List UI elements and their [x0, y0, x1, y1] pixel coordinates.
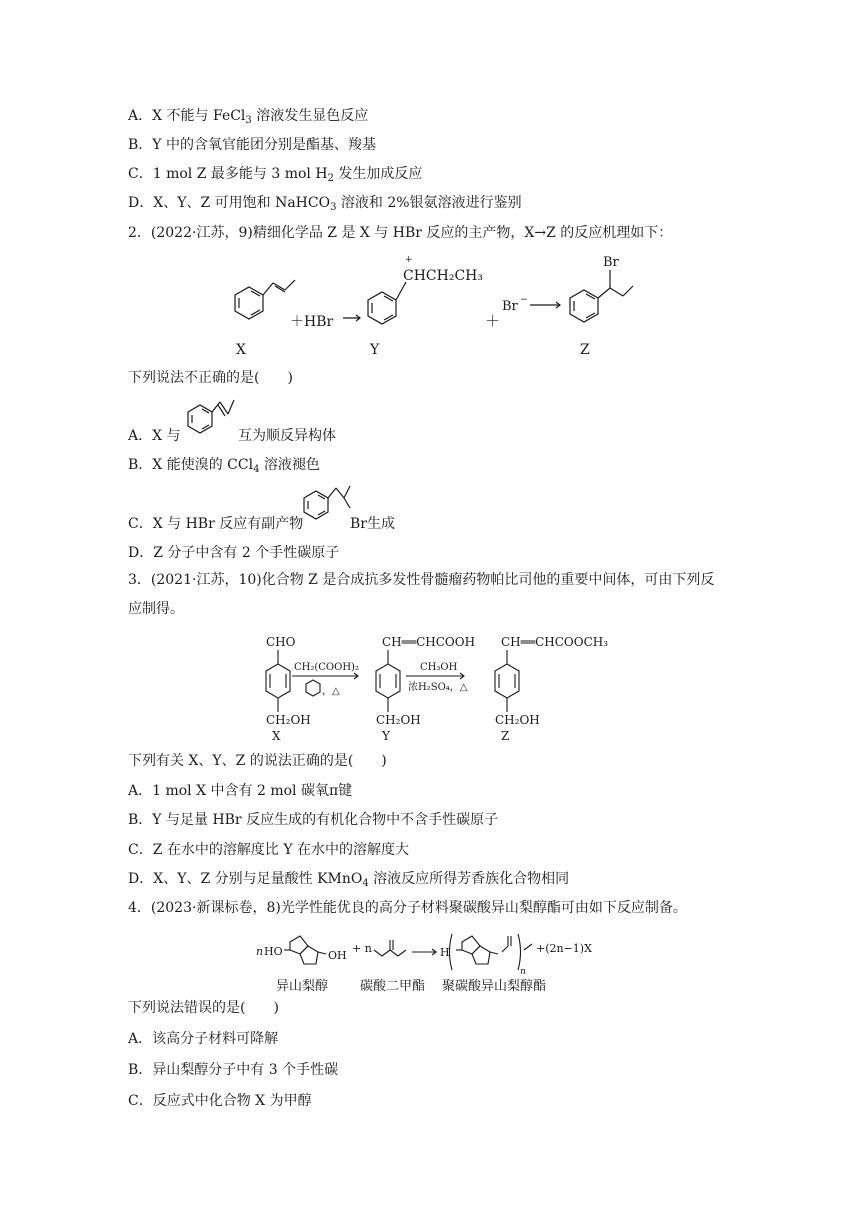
label-dimethyl-carbonate: 碳酸二甲酯 [360, 979, 426, 994]
q2-option-d: D．Z 分子中含有 2 个手性碳原子 [128, 545, 340, 561]
q2-option-c: C．X 与 HBr 反应有副产物 [128, 516, 304, 532]
carbocation-charge: + [405, 255, 413, 265]
q2-option-c-tail: Br生成 [350, 516, 395, 532]
label-polymer: 聚碳酸异山梨醇酯 [442, 979, 547, 994]
q1-option-c: C．1 mol Z 最多能与 3 mol $H_2$ 发生加成反应 [128, 166, 423, 184]
q3-question: 下列有关 X、Y、Z 的说法正确的是( ) [128, 753, 387, 769]
label-isosorbide: 异山梨醇 [276, 979, 329, 994]
coefficient-n: n [256, 945, 264, 958]
label-x3: X [272, 729, 281, 743]
y-acrylic-acid-group: CH══CHCOOH [382, 635, 476, 649]
q2-option-b: B．X 能使溴的 CCl$_4$ 溶液褪色 [128, 457, 320, 475]
reagent-methanol: CH₃OH [420, 662, 458, 673]
byproduct-x: +(2n−1)X [536, 942, 592, 955]
q4-option-a: A．该高分子材料可降解 [128, 1031, 279, 1047]
q3-option-a: A．1 mol X 中含有 2 mol 碳氧π键 [128, 783, 353, 799]
q2-option-a: A．X 与 [128, 428, 181, 444]
z-hydroxymethyl: CH₂OH [495, 713, 540, 727]
cis-isomer-structure [182, 392, 238, 442]
reagent-malonic-acid: CH₂(COOH)₂ [294, 662, 359, 673]
repeat-n: n [520, 967, 526, 977]
label-y: Y [370, 342, 380, 358]
q2-option-a-tail: 互为顺反异构体 [238, 428, 336, 444]
q4-stem: 4．(2023·新课标卷，8)光学性能优良的高分子材料聚碳酸异山梨醇酯可由如下反应制备。 [128, 900, 687, 916]
z-methyl-acrylate-group: CH══CHCOOCH₃ [501, 635, 609, 649]
bromide-charge: − [520, 295, 528, 305]
reagent-sulfuric-acid-heat: 浓H₂SO₄，△ [408, 682, 468, 693]
q2-question: 下列说法不正确的是( ) [128, 370, 293, 386]
q4-polymerization-scheme [256, 924, 616, 994]
q3-option-c: C．Z 在水中的溶解度比 Y 在水中的溶解度大 [128, 842, 410, 858]
label-z3: Z [501, 729, 510, 743]
q2-stem: 2．(2022·江苏，9)精细化学品 Z 是 X 与 HBr 反应的主产物，X→Z 的反应机理如下： [128, 225, 673, 241]
q4-option-c: C．反应式中化合物 X 为甲醇 [128, 1093, 312, 1109]
q3-stem: 3．(2021·江苏，10)化合物 Z 是合成抗多发性骨髓瘤药物帕比司他的重要中间体，可由下列反应制得。 [128, 572, 715, 617]
y-side-chain: CHCH₂CH₃ [403, 268, 483, 284]
y-hydroxymethyl: CH₂OH [376, 713, 421, 727]
label-z: Z [580, 342, 590, 358]
x-hydroxymethyl: CH₂OH [266, 713, 311, 727]
x-aldehyde-group: CHO [266, 635, 296, 649]
q3-option-b: B．Y 与足量 HBr 反应生成的有机化合物中不含手性碳原子 [128, 812, 499, 828]
q4-option-b: B．异山梨醇分子中有 3 个手性碳 [128, 1062, 339, 1078]
hydroxy-right: OH [328, 949, 347, 962]
q4-question: 下列说法错误的是( ) [128, 1000, 279, 1016]
q1-option-d: D．X、Y、Z 可用饱和 NaHCO$_3$ 溶液和 2%银氨溶液进行鉴别 [128, 195, 522, 213]
byproduct-structure [300, 478, 352, 528]
label-x: X [236, 342, 246, 358]
plus-n: + n [352, 942, 372, 955]
q3-reaction-scheme [258, 628, 614, 746]
bromide-ion: Br [502, 299, 518, 314]
z-bromine: Br [603, 255, 619, 270]
q2-mechanism-scheme [215, 250, 655, 362]
plus-hbr: ＋HBr [290, 314, 334, 330]
hydrogen-end: H [440, 946, 450, 959]
q1-option-a: A．X 不能与 FeCl$_3$ 溶液发生显色反应 [128, 108, 369, 126]
q3-option-d: D．X、Y、Z 分别与足量酸性 KMnO$_4$ 溶液反应所得芳香族化合物相同 [128, 871, 570, 889]
label-y3: Y [382, 729, 390, 743]
reagent-pyridine-heat: ，△ [322, 686, 340, 697]
q1-option-b: B．Y 中的含氧官能团分别是酯基、羧基 [128, 137, 376, 153]
hydroxy-left: HO [264, 945, 283, 958]
plus-sign: ＋ [485, 312, 501, 330]
